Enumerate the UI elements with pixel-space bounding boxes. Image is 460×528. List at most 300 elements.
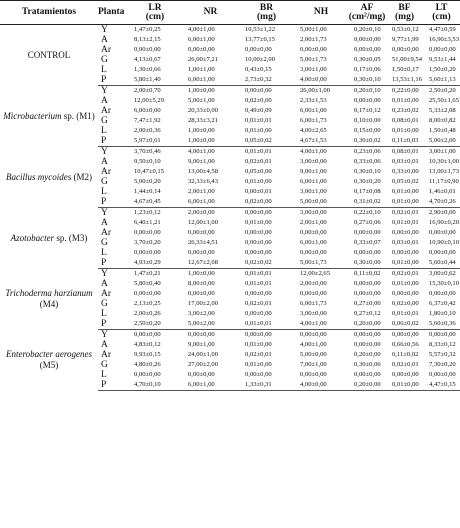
planta-cell: Ar — [101, 350, 112, 360]
nh-cell: 3,00±1,00 — [300, 66, 327, 73]
bf-cell: 0,01±0,00 — [392, 188, 419, 195]
nh-cell: 5,00±0,00 — [300, 351, 327, 358]
nr-cell: 6,00±1,00 — [182, 197, 239, 208]
br-cell: 0,00±0,00 — [245, 239, 272, 246]
bf-cell: 0,03±0,01 — [392, 158, 419, 165]
planta-cell: G — [101, 238, 108, 248]
bf-cell: 0,01±0,01 — [392, 310, 419, 317]
treatment-species: Azotobacter — [10, 232, 55, 243]
lt-cell: 3,00±1,00 — [429, 148, 456, 155]
lt-cell: 5,00±2,00 — [423, 136, 460, 147]
bf-cell: 0,01±0,00 — [386, 197, 423, 208]
lt-cell: 16,90±3,53 — [429, 36, 459, 43]
table-row — [0, 208, 460, 219]
table-row — [0, 269, 460, 280]
table-row — [0, 330, 460, 341]
br-cell: 0,00±0,01 — [245, 188, 272, 195]
af-cell: 0,00±0,00 — [354, 46, 381, 53]
lr-cell: 4,83±0,12 — [134, 341, 161, 348]
bf-cell: 0,00±0,00 — [392, 229, 419, 236]
lr-cell: 5,80±1,40 — [128, 75, 182, 86]
nh-cell: 4,00±1,00 — [294, 319, 348, 330]
nh-cell: 12,00±2,65 — [300, 270, 330, 277]
nr-cell: 3,00±2,00 — [188, 310, 215, 317]
planta-cell: G — [101, 360, 108, 370]
bf-cell: 0,01±0,00 — [392, 280, 419, 287]
br-cell: 0,02±0,00 — [239, 197, 294, 208]
nr-cell: 6,00±1,00 — [182, 75, 239, 86]
af-cell: 0,00±0,00 — [354, 249, 381, 256]
lt-cell: 16,90±0,20 — [429, 219, 459, 226]
lt-cell: 4,70±0,26 — [423, 197, 460, 208]
bf-cell: 0,01±0,00 — [386, 380, 423, 391]
br-cell: 0,00±0,00 — [245, 229, 272, 236]
nr-cell: 28,33±3,21 — [188, 117, 218, 124]
nh-cell: 4,67±1,53 — [294, 136, 348, 147]
header-br: BR (mg) — [239, 1, 294, 25]
nr-cell: 2,00±1,00 — [188, 188, 215, 195]
af-cell: 0,15±0,00 — [354, 127, 381, 134]
lr-cell: 4,13±0,67 — [134, 56, 161, 63]
lt-cell: 0,00±0,00 — [429, 46, 456, 53]
lt-cell: 5,60±0,36 — [423, 319, 460, 330]
lr-cell: 7,47±1,92 — [134, 117, 161, 124]
br-cell: 0,00±0,00 — [245, 46, 272, 53]
af-cell: 0,00±0,00 — [354, 280, 381, 287]
br-cell: 10,53±1,22 — [245, 26, 275, 33]
lr-cell: 0,00±0,00 — [134, 331, 161, 338]
lr-cell: 0,00±0,00 — [134, 290, 161, 297]
lt-cell: 1,80±0,10 — [429, 310, 456, 317]
nh-cell: 4,00±2,65 — [300, 127, 327, 134]
br-cell: 13,77±0,15 — [245, 36, 275, 43]
af-cell: 0,17±0,06 — [354, 66, 381, 73]
lt-cell: 25,50±1,65 — [429, 97, 459, 104]
planta-cell: Y — [101, 208, 108, 218]
nh-cell: 6,00±1,73 — [300, 117, 327, 124]
lr-cell: 1,47±0,21 — [134, 270, 161, 277]
nh-cell: 0,00±0,00 — [300, 229, 327, 236]
bf-cell: 1,50±0,17 — [392, 66, 419, 73]
planta-cell: G — [101, 116, 108, 126]
nh-cell: 6,00±1,00 — [300, 107, 327, 114]
lt-cell: 10,90±0,10 — [429, 239, 459, 246]
lr-cell: 6,40±1,21 — [134, 219, 161, 226]
nr-cell: 0,00±0,00 — [188, 331, 215, 338]
planta-cell: A — [101, 157, 108, 167]
bf-cell: 0,02±0,01 — [392, 361, 419, 368]
lt-cell: 7,30±0,20 — [429, 361, 456, 368]
nr-cell: 27,00±2,00 — [188, 361, 218, 368]
br-cell: 0,01±0,01 — [245, 148, 272, 155]
br-cell: 1,33±0,31 — [239, 380, 294, 391]
table-row — [0, 147, 460, 158]
lr-cell: 1,23±0,12 — [134, 209, 161, 216]
planta-cell: P — [98, 319, 128, 330]
nh-cell: 2,33±1,53 — [300, 97, 327, 104]
lr-cell: 2,00±0,70 — [134, 87, 161, 94]
nr-cell: 4,00±1,00 — [188, 26, 215, 33]
nr-cell: 8,00±0,00 — [188, 280, 215, 287]
af-cell: 0,27±0,00 — [354, 300, 381, 307]
lt-cell: 0,00±0,00 — [429, 229, 456, 236]
bf-cell: 0,23±0,02 — [392, 107, 419, 114]
bf-cell: 0,01±0,00 — [386, 258, 423, 269]
nh-cell: 4,00±1,00 — [300, 341, 327, 348]
lr-cell: 5,97±0,61 — [128, 136, 182, 147]
nr-cell: 9,00±1,00 — [188, 158, 215, 165]
lr-cell: 2,50±0,20 — [128, 319, 182, 330]
nh-cell: 5,00±1,73 — [300, 56, 327, 63]
br-cell: 0,01±0,01 — [245, 280, 272, 287]
planta-cell: P — [98, 258, 128, 269]
br-cell: 0,01±0,00 — [245, 341, 272, 348]
lt-cell: 4,47±0,59 — [429, 26, 456, 33]
treatment-code: (M2) — [73, 171, 92, 182]
planta-cell: A — [101, 35, 108, 45]
nr-cell: 12,67±2,08 — [182, 258, 239, 269]
af-cell: 0,00±0,00 — [354, 331, 381, 338]
lr-cell: 5,00±0,20 — [134, 178, 161, 185]
planta-cell: G — [101, 55, 108, 65]
lr-cell: 0,00±0,00 — [134, 371, 161, 378]
nh-cell: 2,00±1,73 — [300, 36, 327, 43]
br-cell: 0,00±0,00 — [245, 249, 272, 256]
treatment-label — [0, 25, 98, 86]
af-cell: 0,30±0,05 — [354, 56, 381, 63]
nr-cell: 0,00±0,00 — [188, 46, 215, 53]
br-cell: 0,49±0,09 — [245, 107, 272, 114]
br-cell: 2,73±0,32 — [239, 75, 294, 86]
nh-cell: 7,00±1,00 — [300, 361, 327, 368]
nr-cell: 9,00±1,00 — [188, 341, 215, 348]
planta-cell: P — [98, 75, 128, 86]
af-cell: 0,22±0,10 — [354, 209, 381, 216]
bf-cell: 0,53±0,12 — [392, 26, 419, 33]
af-cell: 0,27±0,12 — [354, 310, 381, 317]
af-cell: 0,00±0,00 — [354, 97, 381, 104]
nr-cell: 26,00±7,21 — [188, 56, 218, 63]
br-cell: 0,02±0,01 — [245, 351, 272, 358]
nr-cell: 2,00±0,00 — [188, 209, 215, 216]
bf-cell: 0,00±0,00 — [392, 371, 419, 378]
nr-cell: 1,00±0,00 — [188, 87, 215, 94]
nr-cell: 1,00±0,00 — [188, 127, 215, 134]
header-lr: LR (cm) — [128, 1, 182, 25]
treatment-label — [0, 208, 98, 269]
lr-cell: 3,70±0,46 — [134, 148, 161, 155]
lr-cell: 4,67±0,45 — [128, 197, 182, 208]
nr-cell: 6,00±1,00 — [188, 36, 215, 43]
planta-cell: Y — [101, 330, 108, 340]
planta-cell: L — [101, 187, 107, 197]
nh-cell: 4,00±1,00 — [300, 148, 327, 155]
af-cell: 0,27±0,06 — [354, 219, 381, 226]
br-cell: 0,00±0,00 — [245, 310, 272, 317]
lt-cell: 5,57±0,32 — [429, 351, 456, 358]
lt-cell: 5,60±0,44 — [423, 258, 460, 269]
nh-cell: 0,00±0,00 — [300, 46, 327, 53]
lt-cell: 1,46±0,01 — [429, 188, 456, 195]
nr-cell: 32,33±6,43 — [188, 178, 218, 185]
lr-cell: 3,70±0,20 — [134, 239, 161, 246]
af-cell: 0,10±0,00 — [354, 117, 381, 124]
lr-cell: 2,13±0,25 — [134, 300, 161, 307]
bf-cell: 51,00±9,54 — [392, 56, 422, 63]
header-row — [0, 1, 460, 25]
bf-cell: 0,00±0,00 — [392, 46, 419, 53]
lr-cell: 1,47±0,25 — [134, 26, 161, 33]
br-cell: 0,01±0,01 — [245, 117, 272, 124]
planta-cell: Ar — [101, 106, 112, 116]
bf-cell: 0,33±0,00 — [392, 168, 419, 175]
header-af: AF (cm²/mg) — [348, 1, 386, 25]
af-cell: 0,20±0,00 — [348, 380, 386, 391]
lr-cell: 1,44±0,14 — [134, 188, 161, 195]
bf-cell: 0,08±0,01 — [392, 148, 419, 155]
lr-cell: 0,00±0,00 — [134, 249, 161, 256]
nr-cell: 13,00±4,58 — [188, 168, 218, 175]
lt-cell: 0,00±0,00 — [429, 331, 456, 338]
af-cell: 0,11±0,02 — [354, 270, 381, 277]
treatment-species: Trichoderma harzianum — [5, 288, 93, 298]
planta-cell: Y — [101, 25, 108, 35]
af-cell: 0,20±0,10 — [354, 26, 381, 33]
lt-cell: 11,17±0,90 — [429, 178, 459, 185]
af-cell: 0,23±0,06 — [354, 148, 381, 155]
treatment-label — [0, 86, 98, 147]
af-cell: 0,33±0,07 — [354, 239, 381, 246]
lt-cell: 5,33±2,08 — [429, 107, 456, 114]
lr-cell: 4,80±0,26 — [134, 361, 161, 368]
treatment-label — [0, 147, 98, 208]
af-cell: 0,30±0,02 — [348, 136, 386, 147]
nh-cell: 0,00±0,00 — [300, 331, 327, 338]
nr-cell: 4,00±1,00 — [188, 148, 215, 155]
br-cell: 0,01±0,00 — [245, 361, 272, 368]
header-bf: BF (mg) — [386, 1, 423, 25]
lt-cell: 4,47±0,15 — [423, 380, 460, 391]
treatment-label — [0, 269, 98, 330]
bf-cell: 0,03±0,01 — [392, 239, 419, 246]
br-cell: 10,00±2,00 — [245, 56, 275, 63]
br-cell: 0,01±0,01 — [245, 270, 272, 277]
planta-cell: Ar — [101, 228, 112, 238]
br-cell: 0,02±0,01 — [245, 158, 272, 165]
br-cell: 0,05±0,02 — [239, 136, 294, 147]
bf-cell: 0,02±0,00 — [392, 300, 419, 307]
nh-cell: 5,00±0,00 — [294, 197, 348, 208]
bf-cell: 0,02±0,01 — [392, 209, 419, 216]
nh-cell: 5,00±1,00 — [300, 26, 327, 33]
nr-cell: 6,00±1,00 — [182, 380, 239, 391]
nh-cell: 3,00±0,00 — [300, 158, 327, 165]
lt-cell: 9,53±1,44 — [429, 56, 456, 63]
nr-cell: 1,00±0,00 — [182, 136, 239, 147]
planta-cell: A — [101, 340, 108, 350]
lt-cell: 0,00±0,00 — [429, 371, 456, 378]
lt-cell: 0,00±0,00 — [429, 290, 456, 297]
bf-cell: 0,02±0,01 — [392, 270, 419, 277]
br-cell: 0,00±0,00 — [245, 331, 272, 338]
planta-cell: Ar — [101, 289, 112, 299]
nr-cell: 1,00±1,00 — [188, 66, 215, 73]
lt-cell: 1,50±0,20 — [429, 66, 456, 73]
lr-cell: 6,00±0,00 — [134, 107, 161, 114]
lr-cell: 9,50±0,10 — [134, 158, 161, 165]
bf-cell: 0,06±0,02 — [386, 319, 423, 330]
nh-cell: 4,00±0,00 — [294, 380, 348, 391]
bf-cell: 0,11±0,03 — [386, 136, 423, 147]
lr-cell: 12,00±5,29 — [134, 97, 164, 104]
nr-cell: 20,33±0,00 — [188, 107, 218, 114]
nh-cell: 6,00±1,00 — [300, 178, 327, 185]
table-row — [0, 25, 460, 36]
nr-cell: 26,33±4,51 — [188, 239, 218, 246]
nh-cell: 0,00±0,00 — [300, 371, 327, 378]
bf-cell: 0,00±0,00 — [392, 249, 419, 256]
lt-cell: 1,50±0,48 — [429, 127, 456, 134]
planta-cell: Ar — [101, 167, 112, 177]
bf-cell: 0,11±0,02 — [392, 351, 419, 358]
af-cell: 0,17±0,12 — [354, 107, 381, 114]
lt-cell: 8,00±0,82 — [429, 117, 456, 124]
br-cell: 0,01±0,00 — [245, 219, 272, 226]
br-cell: 0,00±0,00 — [245, 290, 272, 297]
lt-cell: 10,30±1,00 — [429, 158, 459, 165]
lt-cell: 6,37±0,42 — [429, 300, 456, 307]
nr-cell: 5,00±1,00 — [188, 97, 215, 104]
lr-cell: 5,80±0,40 — [134, 280, 161, 287]
lr-cell: 4,70±0,10 — [128, 380, 182, 391]
treatment-code: CONTROL — [27, 49, 71, 60]
br-cell: 0,02±0,00 — [245, 97, 272, 104]
bf-cell: 0,00±0,00 — [392, 290, 419, 297]
lt-cell: 15,30±0,10 — [429, 280, 459, 287]
bf-cell: 0,22±0,00 — [392, 87, 419, 94]
nr-cell: 0,00±0,00 — [188, 371, 215, 378]
nr-cell: 5,00±2,00 — [182, 319, 239, 330]
planta-cell: G — [101, 177, 108, 187]
header-lt: LT (cm) — [423, 1, 460, 25]
nh-cell: 3,00±0,00 — [300, 209, 327, 216]
nr-cell: 17,00±2,00 — [188, 300, 218, 307]
planta-cell: A — [101, 218, 108, 228]
br-cell: 0,01±0,01 — [239, 319, 294, 330]
bf-cell: 0,05±0,02 — [392, 178, 419, 185]
bf-cell: 13,53±1,16 — [386, 75, 423, 86]
nh-cell: 6,00±1,00 — [300, 239, 327, 246]
bf-cell: 9,77±1,99 — [392, 36, 419, 43]
nh-cell: 6,00±1,73 — [300, 300, 327, 307]
br-cell: 0,01±0,00 — [245, 127, 272, 134]
lr-cell: 9,93±0,15 — [134, 351, 161, 358]
br-cell: 0,00±0,00 — [245, 209, 272, 216]
planta-cell: L — [101, 65, 107, 75]
nr-cell: 1,00±0,00 — [188, 270, 215, 277]
planta-cell: Y — [101, 269, 108, 279]
treatment-code: (M5) — [39, 360, 59, 370]
af-cell: 0,33±0,06 — [354, 158, 381, 165]
treatment-label — [0, 330, 98, 391]
nh-cell: 0,00±0,00 — [300, 290, 327, 297]
table-body — [0, 25, 460, 391]
bf-cell: 0,01±0,00 — [392, 97, 419, 104]
af-cell: 0,30±0,20 — [354, 178, 381, 185]
planta-cell: P — [98, 380, 128, 391]
planta-cell: L — [101, 370, 107, 380]
af-cell: 0,20±0,00 — [348, 319, 386, 330]
planta-cell: L — [101, 248, 107, 258]
bf-cell: 0,66±0,56 — [392, 341, 419, 348]
nr-cell: 0,00±0,00 — [188, 249, 215, 256]
treatment-code: (M4) — [39, 299, 59, 309]
af-cell: 0,20±0,00 — [354, 351, 381, 358]
planta-cell: Y — [101, 86, 108, 96]
planta-cell: P — [98, 197, 128, 208]
br-cell: 0,43±0,15 — [245, 66, 272, 73]
planta-cell: L — [101, 309, 107, 319]
lr-cell: 10,47±0,15 — [134, 168, 164, 175]
af-cell: 0,30±0,10 — [354, 168, 381, 175]
nh-cell: 9,00±1,00 — [300, 168, 327, 175]
header-nh: NH — [294, 1, 348, 25]
br-cell: 0,01±0,00 — [245, 178, 272, 185]
nr-cell: 0,00±0,00 — [188, 290, 215, 297]
treatment-species: Enterobacter aerogenes — [5, 349, 93, 359]
lt-cell: 0,00±0,00 — [429, 249, 456, 256]
bf-cell: 0,00±0,00 — [392, 331, 419, 338]
nh-cell: 3,00±0,00 — [300, 310, 327, 317]
planta-cell: Ar — [101, 45, 112, 55]
lt-cell: 2,50±0,20 — [429, 87, 456, 94]
nr-cell: 0,00±0,00 — [188, 229, 215, 236]
af-cell: 0,00±0,00 — [354, 341, 381, 348]
header-tratamientos: Tratamientos — [0, 1, 98, 25]
lr-cell: 8,13±2,15 — [134, 36, 161, 43]
nh-cell: 2,00±0,00 — [300, 280, 327, 287]
lt-cell: 8,33±0,12 — [429, 341, 456, 348]
lr-cell: 0,00±0,00 — [134, 46, 161, 53]
af-cell: 0,17±0,08 — [354, 188, 381, 195]
planta-cell: P — [98, 136, 128, 147]
af-cell: 0,20±0,10 — [354, 87, 381, 94]
br-cell: 0,05±0,00 — [245, 168, 272, 175]
planta-cell: Y — [101, 147, 108, 157]
planta-cell: A — [101, 279, 108, 289]
planta-cell: L — [101, 126, 107, 136]
af-cell: 0,31±0,02 — [348, 197, 386, 208]
nr-cell: 12,00±1,00 — [188, 219, 218, 226]
lt-cell: 5,60±1,13 — [423, 75, 460, 86]
treatment-code: sp. (M3) — [56, 232, 88, 243]
nh-cell: 4,00±0,00 — [294, 75, 348, 86]
nh-cell: 5,00±1,73 — [294, 258, 348, 269]
lr-cell: 4,93±0,29 — [128, 258, 182, 269]
br-cell: 0,02±0,02 — [239, 258, 294, 269]
nh-cell: 2,00±1,00 — [300, 219, 327, 226]
br-cell: 0,00±0,00 — [245, 371, 272, 378]
lr-cell: 2,00±0,26 — [134, 310, 161, 317]
header-nr: NR — [182, 1, 239, 25]
bf-cell: 0,01±0,00 — [392, 127, 419, 134]
planta-cell: A — [101, 96, 108, 106]
af-cell: 0,30±0,10 — [348, 75, 386, 86]
treatment-species: Microbacterium — [3, 110, 62, 121]
lt-cell: 3,00±0,62 — [429, 270, 456, 277]
af-cell: 0,00±0,00 — [354, 290, 381, 297]
af-cell: 0,00±0,00 — [354, 36, 381, 43]
